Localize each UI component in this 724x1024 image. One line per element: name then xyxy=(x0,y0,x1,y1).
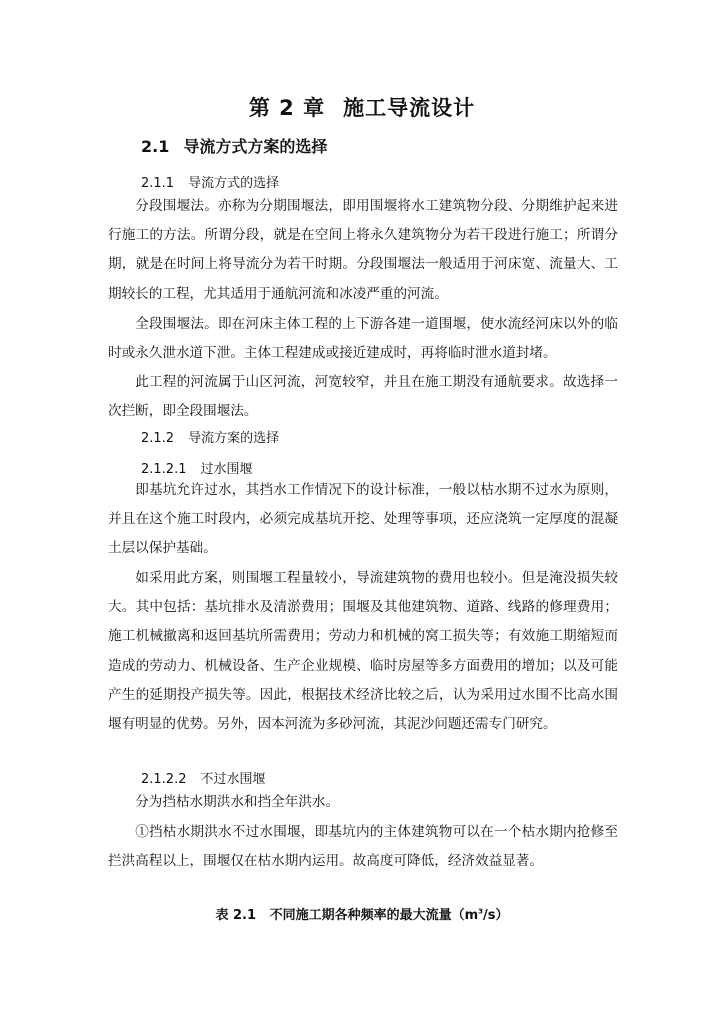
section-title: 导流方式方案的选择 xyxy=(183,137,328,156)
chapter-heading xyxy=(0,92,724,122)
section-heading-2-1-2-2 xyxy=(141,768,266,787)
table-caption xyxy=(0,904,724,923)
unit-superscript: 3 xyxy=(478,907,484,916)
paragraph-overflow-cofferdam: 即基坑允许过水，其挡水工作情况下的设计标准，一般以枯水期不过水为原则，并且在这个施工时段内，必须完成基坑开挖、处理等事项，还应浇筑一定厚度的混凝土层以保护基础。 xyxy=(108,482,618,557)
section-number: 2.1.2 xyxy=(141,431,175,446)
paragraph-dry-season: ①挡枯水期洪水不过水围堰，即基坑内的主体建筑物可以在一个枯水期内抢修至拦洪高程以上，围堰仅在枯水期内运用。故高度可降低，经济效益显著。 xyxy=(108,824,618,870)
paragraph-non-overflow: 分为挡枯水期洪水和挡全年洪水。 xyxy=(135,794,340,810)
section-title: 导流方式的选择 xyxy=(188,176,280,191)
table-title: 不同施工期各种频率的最大流量（m xyxy=(269,908,479,923)
unit-tail: /s） xyxy=(483,908,509,923)
section-number: 2.1.1 xyxy=(141,176,175,191)
paragraph-method-choice: 此工程的河流属于山区河流，河宽较窄，并且在施工期没有通航要求。故选择一次拦断，即全段围堰法。 xyxy=(108,374,618,420)
section-heading-2-1-2 xyxy=(141,427,279,446)
section-heading-2-1-2-1 xyxy=(141,458,253,477)
section-title: 过水围堰 xyxy=(200,462,253,477)
section-heading-2-1 xyxy=(141,134,327,157)
section-number: 2.1 xyxy=(141,137,170,156)
paragraph-full-cofferdam: 全段围堰法。即在河床主体工程的上下游各建一道围堰，使水流经河床以外的临时或永久泄水道下泄。主体工程建成或接近建成时，再将临时泄水道封堵。 xyxy=(108,316,618,362)
chapter-number: 第 2 章 xyxy=(248,96,326,120)
section-number: 2.1.2.1 xyxy=(141,462,187,477)
table-label: 表 2.1 xyxy=(215,908,257,923)
paragraph-staged-cofferdam: 分段围堰法。亦称为分期围堰法，即用围堰将水工建筑物分段、分期维护起来进行施工的方法。所谓分段，就是在空间上将永久建筑物分为若干段进行施工；所谓分期，就是在时间上将导流分为若干时期。分段围堰法一般适用于河床宽、流量大、工期较长的工程，尤其适用于通航河流和冰凌严重的河流。 xyxy=(108,198,618,302)
section-number: 2.1.2.2 xyxy=(141,772,187,787)
paragraph-overflow-cost: 如采用此方案，则围堰工程量较小，导流建筑物的费用也较小。但是淹没损失较大。其中包括：基坑排水及清淤费用；围堰及其他建筑物、道路、线路的修理费用；施工机械撤离和返回基坑所需费用；劳动力和机械的窝工损失等；有效施工期缩短而造成的劳动力、机械设备、生产企业规模、临时房屋等多方面费用的增加；以及可能产生的延期投产损失等。因此，根据技术经济比较之后，认为采用过水围不比高水围堰有明显的优势。另外，因本河流为多砂河流，其泥沙问题还需专门研究。 xyxy=(108,570,618,733)
section-title: 不过水围堰 xyxy=(200,772,266,787)
section-title: 导流方案的选择 xyxy=(188,431,280,446)
section-heading-2-1-1 xyxy=(141,172,279,191)
chapter-title: 施工导流设计 xyxy=(343,96,476,120)
